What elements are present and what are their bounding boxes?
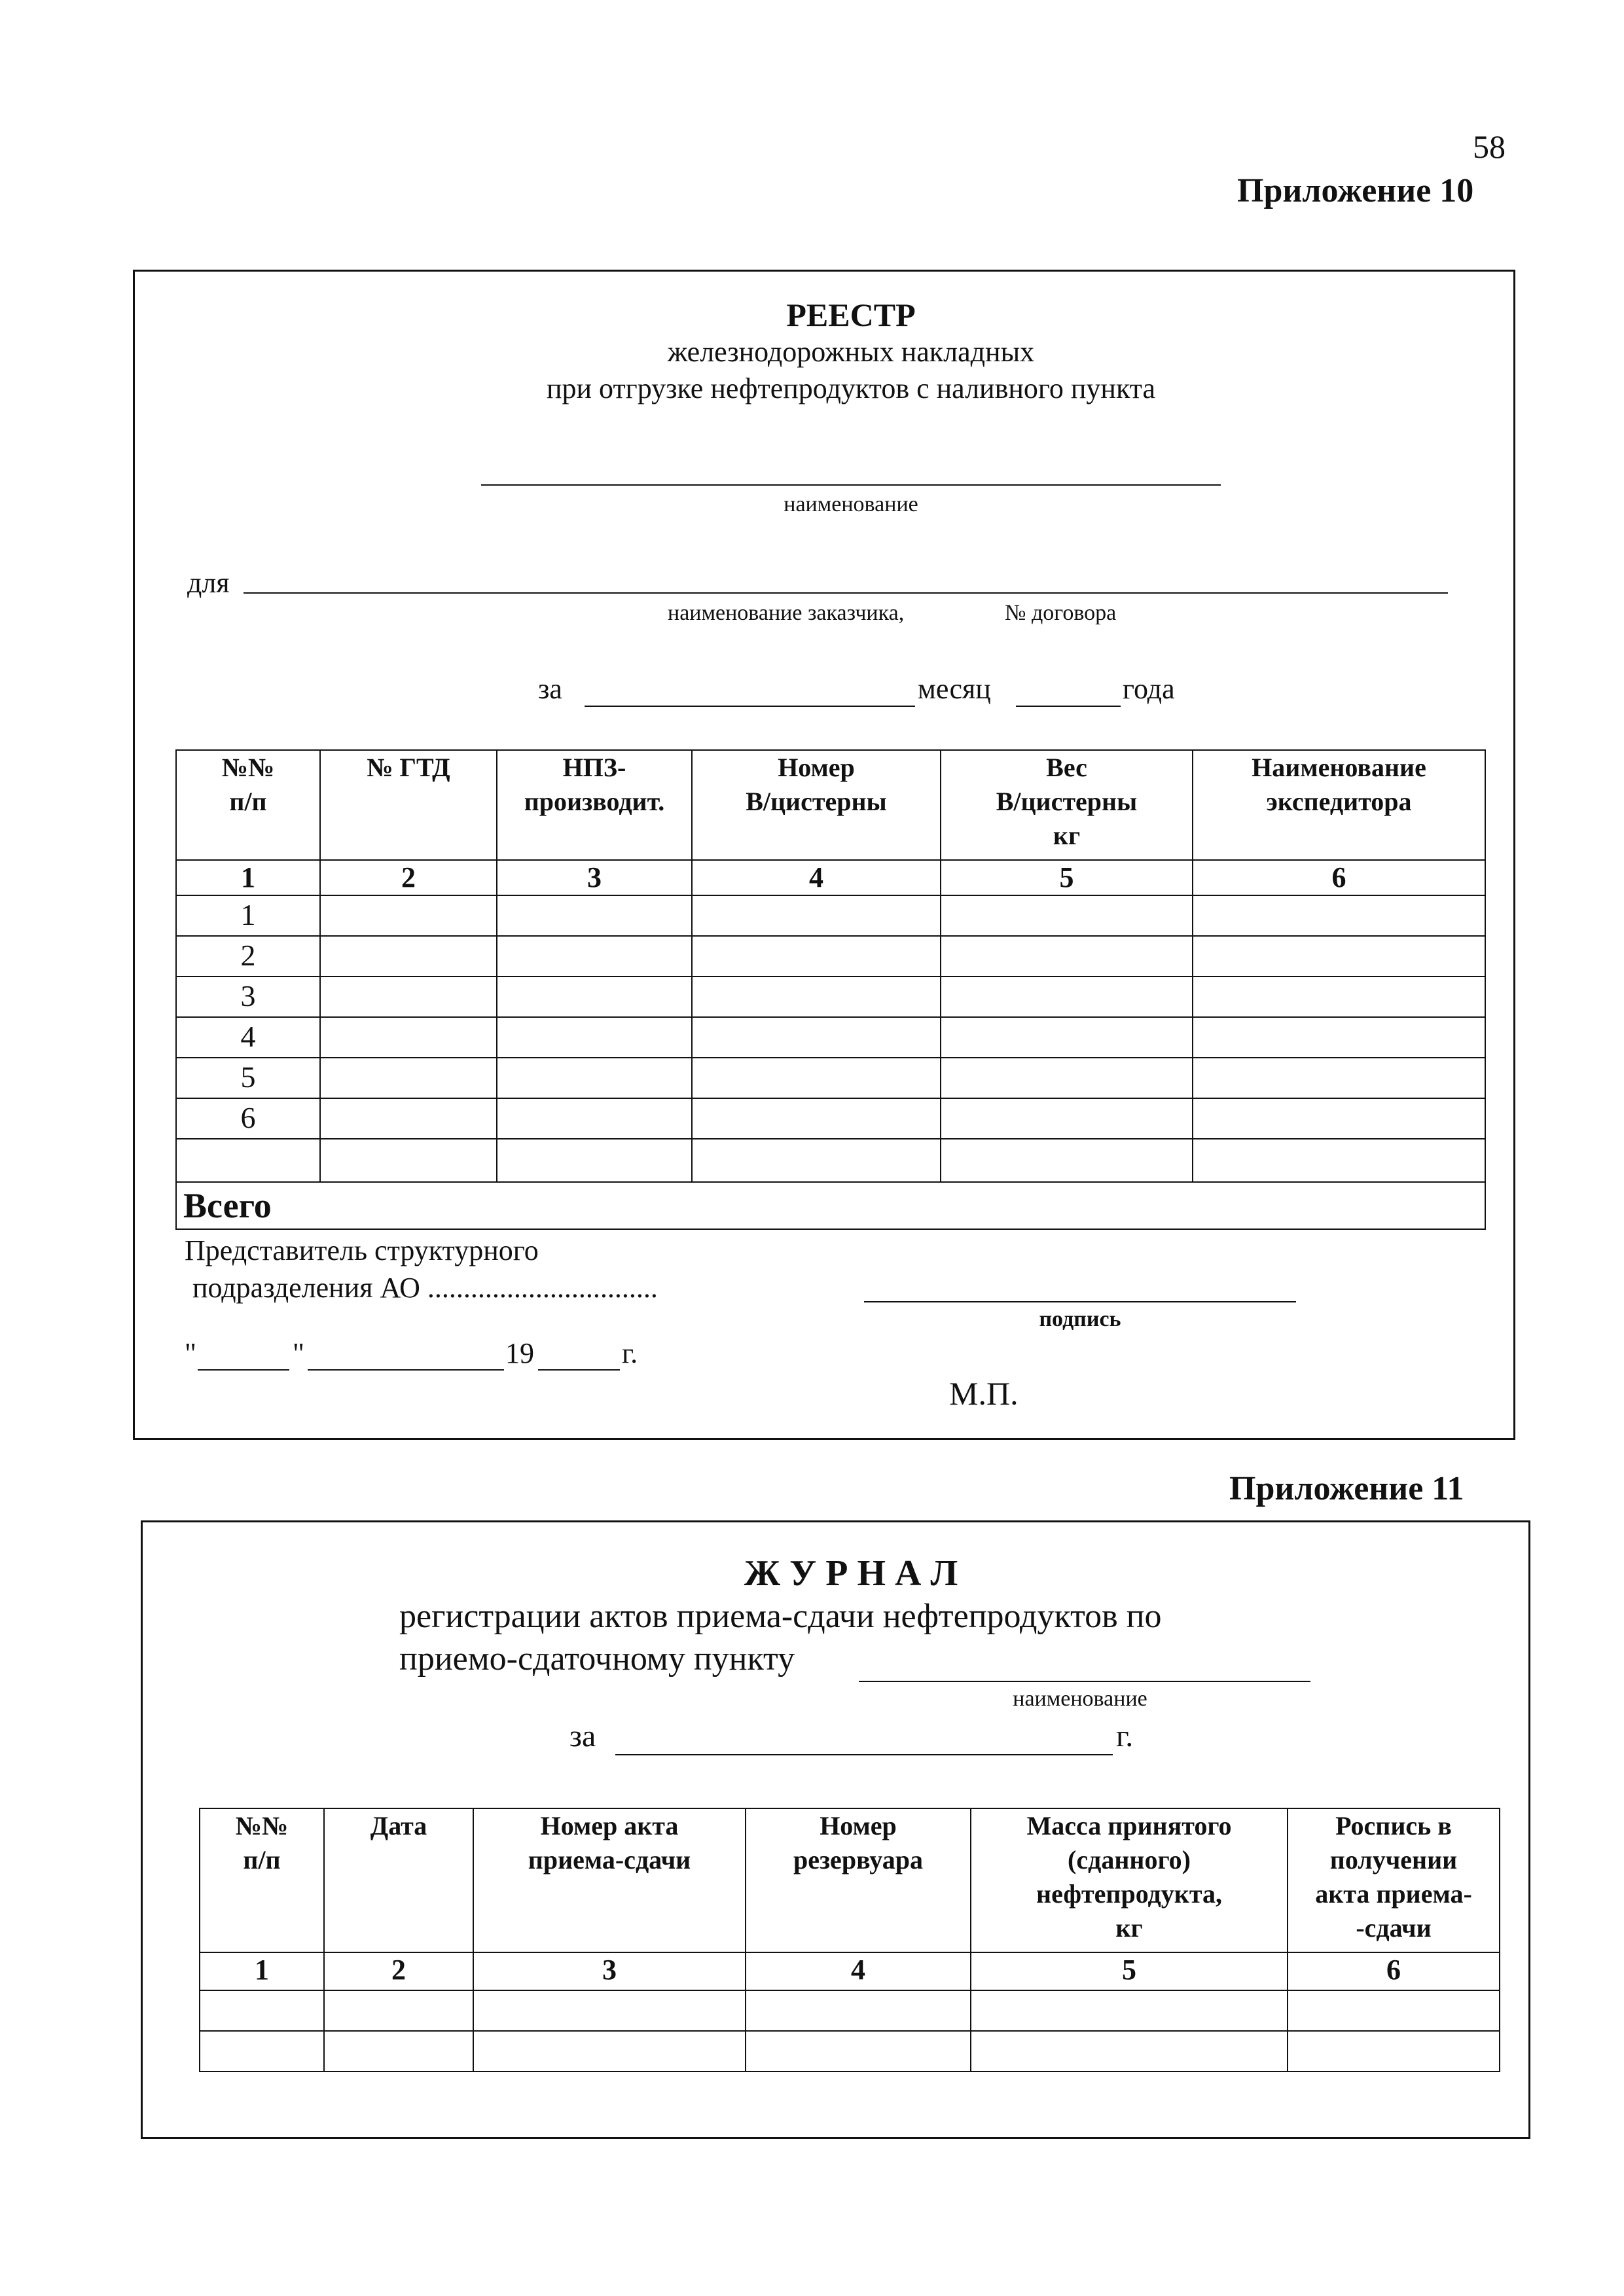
table-cell[interactable] [692, 977, 941, 1017]
table-cell[interactable] [497, 1017, 692, 1058]
table-cell[interactable] [497, 936, 692, 977]
table-cell[interactable] [971, 1990, 1288, 2031]
period-year-label: года [1123, 673, 1175, 705]
table-cell[interactable] [497, 1139, 692, 1182]
table-row [176, 1098, 1485, 1139]
table-cell[interactable] [324, 1990, 473, 2031]
col-number: 3 [497, 860, 692, 895]
journal-title: Ж У Р Н А Л [744, 1553, 958, 1594]
table-row [176, 1139, 1485, 1182]
col-number: 4 [692, 860, 941, 895]
table-cell[interactable] [692, 1017, 941, 1058]
row-number: 2 [176, 936, 320, 977]
period-month-line[interactable] [585, 706, 915, 707]
row-number: 1 [176, 895, 320, 936]
table-cell[interactable] [497, 1098, 692, 1139]
table-cell[interactable] [692, 936, 941, 977]
col-number: 1 [176, 860, 320, 895]
journal-subtitle-1: регистрации актов приема-сдачи нефтепродуктов по [399, 1598, 1162, 1635]
table-cell[interactable] [324, 2031, 473, 2072]
col-header-gtd: № ГТД [320, 750, 497, 860]
col-header-npp: №№ п/п [176, 750, 320, 860]
col-header-signature: Роспись в получении акта приема- -сдачи [1288, 1808, 1500, 1952]
date-year-prefix: 19 [505, 1337, 534, 1369]
date-day-line[interactable] [198, 1369, 289, 1371]
table-row [176, 895, 1485, 936]
table-cell[interactable] [692, 1098, 941, 1139]
appendix-10-label: Приложение 10 [1237, 172, 1474, 209]
page-number: 58 [1473, 128, 1506, 165]
name-caption: наименование [784, 492, 918, 516]
date-month-line[interactable] [308, 1369, 504, 1371]
row-number: 4 [176, 1017, 320, 1058]
table-cell[interactable] [320, 1017, 497, 1058]
table-cell[interactable] [320, 895, 497, 936]
table-row [200, 2031, 1500, 2072]
journal-number-row [200, 1952, 1500, 1990]
table-cell[interactable] [692, 895, 941, 936]
table-cell[interactable] [746, 2031, 971, 2072]
table-row [176, 1058, 1485, 1098]
table-cell[interactable] [473, 2031, 746, 2072]
table-cell[interactable] [692, 1139, 941, 1182]
journal-g-label: г. [1116, 1719, 1134, 1753]
table-cell[interactable] [320, 977, 497, 1017]
period-za-label: за [538, 673, 562, 705]
date-year-line[interactable] [538, 1369, 620, 1371]
col-header-tank-number: Номер В/цистерны [692, 750, 941, 860]
registry-subtitle-1: железнодорожных накладных [667, 336, 1035, 368]
col-number: 2 [320, 860, 497, 895]
journal-table [199, 1808, 1500, 2072]
registry-table [175, 749, 1486, 1230]
col-header-mass: Масса принятого (сданного) нефтепродукта, кг [971, 1808, 1288, 1952]
col-header-reservoir: Номер резервуара [746, 1808, 971, 1952]
registry-number-row [176, 860, 1485, 895]
row-number [176, 1139, 320, 1182]
registry-header-row [176, 750, 1485, 860]
table-cell[interactable] [1193, 977, 1485, 1017]
table-cell[interactable] [497, 977, 692, 1017]
col-number: 5 [941, 860, 1193, 895]
date-g-label: г. [622, 1337, 638, 1369]
customer-caption: наименование заказчика, [668, 601, 905, 625]
col-number: 5 [971, 1952, 1288, 1990]
table-cell[interactable] [941, 1058, 1193, 1098]
row-number: 6 [176, 1098, 320, 1139]
journal-header-row [200, 1808, 1500, 1952]
registry-subtitle-2: при отгрузке нефтепродуктов с наливного пункта [546, 372, 1156, 404]
journal-za-label: за [569, 1719, 596, 1753]
table-cell[interactable] [1193, 1058, 1485, 1098]
col-header-tank-weight: Вес В/цистерны кг [941, 750, 1193, 860]
journal-subtitle-2: приемо-сдаточному пункту [399, 1640, 795, 1677]
table-cell[interactable] [941, 895, 1193, 936]
table-cell[interactable] [1288, 1990, 1500, 2031]
table-cell[interactable] [692, 1058, 941, 1098]
col-header-npp: №№ п/п [200, 1808, 324, 1952]
table-cell[interactable] [1193, 936, 1485, 977]
journal-name-caption: наименование [1013, 1687, 1147, 1711]
date-open-quote: " [185, 1337, 196, 1369]
col-number: 2 [324, 1952, 473, 1990]
row-number: 5 [176, 1058, 320, 1098]
total-row [176, 1182, 1485, 1229]
col-header-act-number: Номер акта приема-сдачи [473, 1808, 746, 1952]
table-cell[interactable] [200, 2031, 324, 2072]
total-label: Всего [176, 1182, 1485, 1229]
signature-line[interactable] [864, 1301, 1296, 1302]
customer-field-line[interactable] [244, 592, 1448, 594]
stamp-placeholder: М.П. [949, 1375, 1019, 1412]
table-cell[interactable] [1193, 1139, 1485, 1182]
col-number: 3 [473, 1952, 746, 1990]
table-cell[interactable] [941, 936, 1193, 977]
table-cell[interactable] [320, 1098, 497, 1139]
period-year-line[interactable] [1016, 706, 1121, 707]
collection-point-line[interactable] [859, 1681, 1310, 1682]
table-cell[interactable] [1193, 1098, 1485, 1139]
for-label: для [187, 567, 230, 599]
representative-line-1: Представитель структурного [185, 1234, 539, 1266]
col-header-forwarder: Наименование экспедитора [1193, 750, 1485, 860]
table-cell[interactable] [497, 895, 692, 936]
table-cell[interactable] [497, 1058, 692, 1098]
table-cell[interactable] [746, 1990, 971, 2031]
col-number: 1 [200, 1952, 324, 1990]
col-header-date: Дата [324, 1808, 473, 1952]
table-cell[interactable] [941, 1098, 1193, 1139]
table-cell[interactable] [1193, 895, 1485, 936]
table-row [200, 1990, 1500, 2031]
col-number: 6 [1193, 860, 1485, 895]
appendix-11-label: Приложение 11 [1229, 1470, 1464, 1507]
journal-period-line[interactable] [615, 1754, 1113, 1755]
registry-title: РЕЕСТР [786, 296, 916, 333]
contract-caption: № договора [1005, 601, 1117, 625]
table-cell[interactable] [320, 1058, 497, 1098]
table-cell[interactable] [320, 1139, 497, 1182]
table-cell[interactable] [320, 936, 497, 977]
name-field-line[interactable] [481, 484, 1221, 486]
table-cell[interactable] [1193, 1017, 1485, 1058]
table-cell[interactable] [971, 2031, 1288, 2072]
table-cell[interactable] [941, 1017, 1193, 1058]
signature-caption: подпись [1039, 1307, 1121, 1331]
table-row [176, 1017, 1485, 1058]
col-header-npz: НПЗ- производит. [497, 750, 692, 860]
period-month-label: месяц [918, 673, 991, 705]
table-cell[interactable] [941, 1139, 1193, 1182]
col-number: 6 [1288, 1952, 1500, 1990]
table-cell[interactable] [1288, 2031, 1500, 2072]
table-cell[interactable] [200, 1990, 324, 2031]
table-row [176, 936, 1485, 977]
date-close-quote: " [293, 1337, 304, 1369]
table-row [176, 977, 1485, 1017]
table-cell[interactable] [473, 1990, 746, 2031]
table-cell[interactable] [941, 977, 1193, 1017]
col-number: 4 [746, 1952, 971, 1990]
row-number: 3 [176, 977, 320, 1017]
representative-line-2: подразделения АО ................................ [192, 1272, 658, 1304]
